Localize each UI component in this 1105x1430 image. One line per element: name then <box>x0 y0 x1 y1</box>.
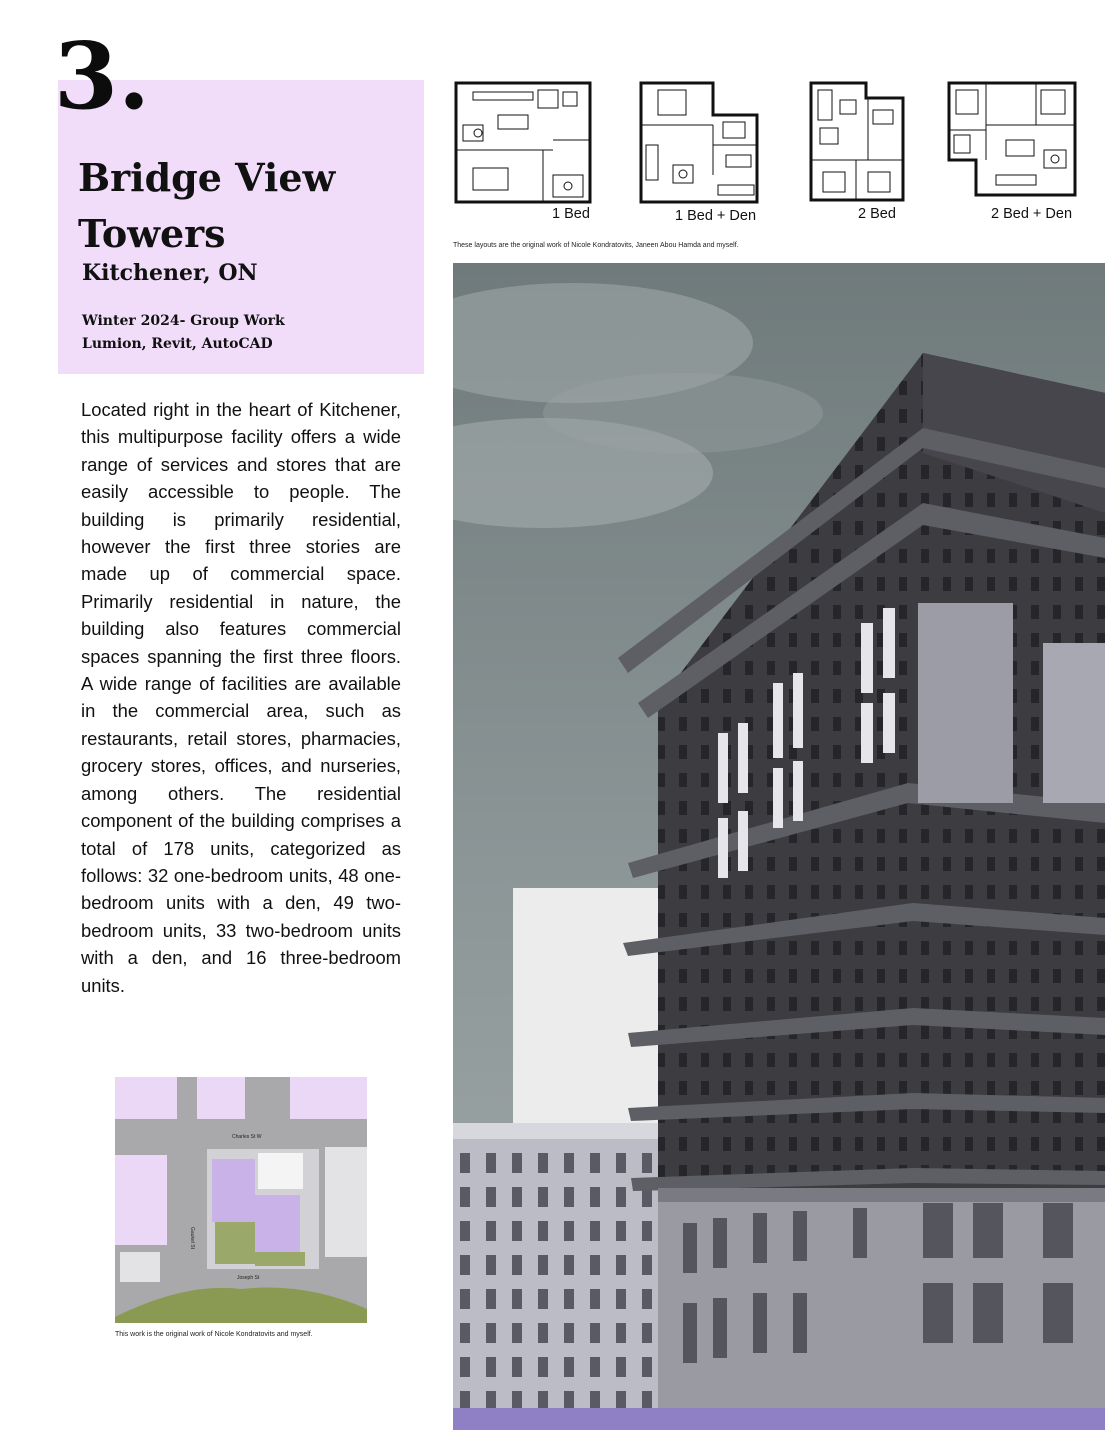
map-street-charles: Charles St W <box>232 1134 262 1140</box>
project-title-line-1: Bridge View <box>78 155 336 200</box>
floor-plan-2-bed-den <box>946 80 1078 205</box>
project-number: 3. <box>54 22 151 130</box>
floor-plan-1-bed-den <box>638 80 760 205</box>
plan-label-2-bed-den: 2 Bed + Den <box>991 206 1073 222</box>
project-title-line-2: Towers <box>78 211 226 256</box>
site-map-credit: This work is the original work of Nicole Kondratovits and myself. <box>115 1331 313 1338</box>
plan-label-1-bed: 1 Bed <box>552 206 590 222</box>
map-street-gaukel: Gaukel St <box>189 1227 195 1249</box>
floor-plan-2-bed <box>808 80 906 205</box>
project-location: Kitchener, ON <box>82 260 258 286</box>
project-description: Located right in the heart of Kitchener, this multipurpose facility offers a wide range of services and stores that are easily accessible to people. The building is primarily residential, however the first three stories are made up of commercial space. Primarily residential in nature, the building also features commercial spaces spanning the first three floors. A wide range of facilities are available in the commercial area, such as restaurants, retail stores, pharmacies, grocery stores, offices, and nurseries, among others. The residential component of the building comprises a total of 178 units, categorized as follows: 32 one-bedroom units, 48 one-bedroom units with a den, 49 two-bedroom units, 33 two-bedroom units with a den, and 16 three-bedroom units. <box>81 399 401 996</box>
building-render-image <box>453 263 1105 1430</box>
project-term: Winter 2024- Group Work <box>82 313 285 329</box>
floor-plan-credit: These layouts are the original work of Nicole Kondratovits, Janeen Abou Hamda and myself. <box>453 242 739 249</box>
site-map-image <box>115 1077 367 1323</box>
project-meta <box>82 310 285 356</box>
map-street-joseph: Joseph St <box>237 1275 260 1281</box>
plan-label-1-bed-den: 1 Bed + Den <box>675 208 757 224</box>
project-title <box>78 150 408 262</box>
floor-plan-1-bed <box>453 80 593 205</box>
project-software: Lumion, Revit, AutoCAD <box>82 336 273 352</box>
plan-label-2-bed: 2 Bed <box>858 206 896 222</box>
